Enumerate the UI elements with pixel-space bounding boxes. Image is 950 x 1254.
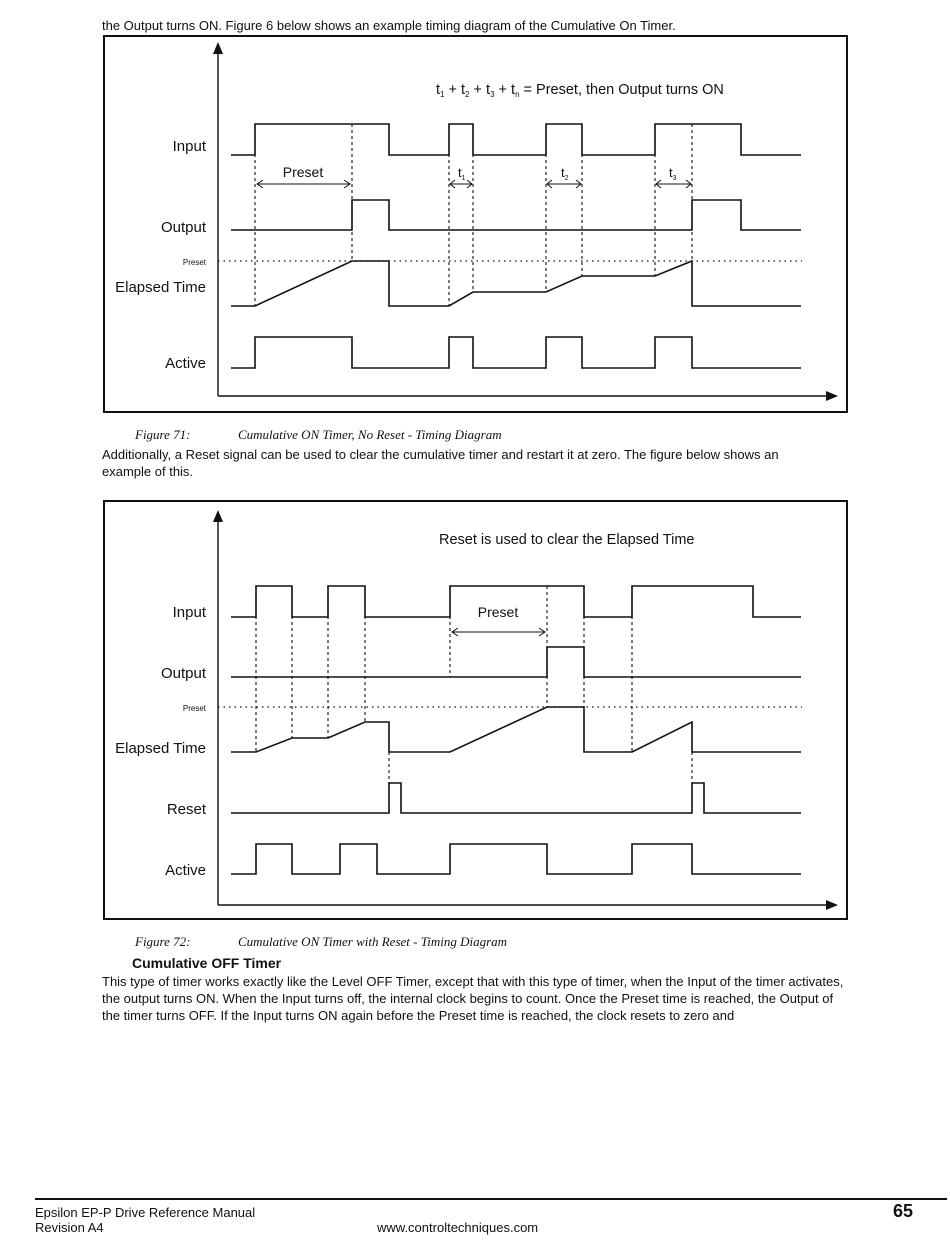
label-preset-level: Preset <box>182 258 206 267</box>
timing-diagram-cumulative-on-with-reset <box>102 500 850 922</box>
figure1-annotation: $t_1 + t_2 + t_3 + t_n$ = Preset, then Output turns ON <box>436 82 724 99</box>
output-waveform <box>231 200 801 230</box>
y-axis-arrow-icon <box>213 42 223 54</box>
label-active: Active <box>165 862 206 879</box>
svg-text:t3: $t_3$ <box>669 165 677 182</box>
reset-waveform <box>231 783 801 813</box>
label-output: Output <box>160 665 206 682</box>
label-elapsed-time: Elapsed Time <box>115 279 206 296</box>
footer-website: www.controltechniques.com <box>377 1220 539 1235</box>
label-elapsed-time: Elapsed Time <box>115 740 206 757</box>
label-active: Active <box>165 355 206 372</box>
t2-interval-arrow <box>547 165 581 188</box>
label-input: Input <box>172 604 206 621</box>
footer-rule <box>35 1198 947 1200</box>
timing-diagram-cumulative-on-no-reset <box>102 35 850 415</box>
svg-text:t2: $t_2$ <box>561 165 569 182</box>
svg-text:t1: $t_1$ <box>458 165 466 182</box>
section-heading: Cumulative OFF Timer <box>132 955 282 971</box>
elapsed-time-waveform <box>231 261 801 306</box>
figure-frame <box>104 501 847 919</box>
label-reset: Reset <box>166 801 206 818</box>
paragraph-reset: Additionally, a Reset signal can be used to clear the cumulative timer and restart it at zero. The figure below shows an example of this. <box>102 447 779 479</box>
intro-text: the Output turns ON. Figure 6 below shows an example timing diagram of the Cumulative On Timer. <box>102 18 676 33</box>
figure1-caption: Figure 71: Cumulative ON Timer, No Reset - Timing Diagram <box>135 427 502 442</box>
preset-interval-arrow <box>257 164 350 188</box>
preset-interval-arrow <box>452 604 545 636</box>
t1-interval-arrow <box>450 165 472 188</box>
input-waveform <box>231 124 801 155</box>
label-preset-level: Preset <box>182 704 206 713</box>
svg-text:Preset: Preset <box>282 164 324 180</box>
page-number: 65 <box>893 1201 914 1221</box>
label-output: Output <box>160 219 206 236</box>
output-waveform <box>231 647 801 677</box>
figure2-caption: Figure 72: Cumulative ON Timer with Reset - Timing Diagram <box>135 934 508 949</box>
y-axis-arrow-icon <box>213 510 223 522</box>
figure2-annotation: Reset is used to clear the Elapsed Time <box>439 532 695 548</box>
footer-revision: Revision A4 <box>35 1220 104 1235</box>
footer-manual-title: Epsilon EP-P Drive Reference Manual <box>35 1205 256 1220</box>
t3-interval-arrow <box>656 165 691 188</box>
svg-text:Preset: Preset <box>477 604 519 620</box>
x-axis-arrow-icon <box>826 900 838 910</box>
active-waveform <box>231 337 801 368</box>
label-input: Input <box>172 138 206 155</box>
x-axis-arrow-icon <box>826 391 838 401</box>
event-markers <box>256 586 692 783</box>
elapsed-time-waveform <box>231 707 801 752</box>
active-waveform <box>231 844 801 874</box>
section-body: This type of timer works exactly like the Level OFF Timer, except that with this type of timer, when the Input of the timer activates, the output turns ON. When the Input turns off, the internal clock begins to count. Once the Preset time is reached, the Output of the timer turns OFF. If the Input turns ON again before the Preset time is reached, the clock resets to zero and <box>102 974 844 1023</box>
